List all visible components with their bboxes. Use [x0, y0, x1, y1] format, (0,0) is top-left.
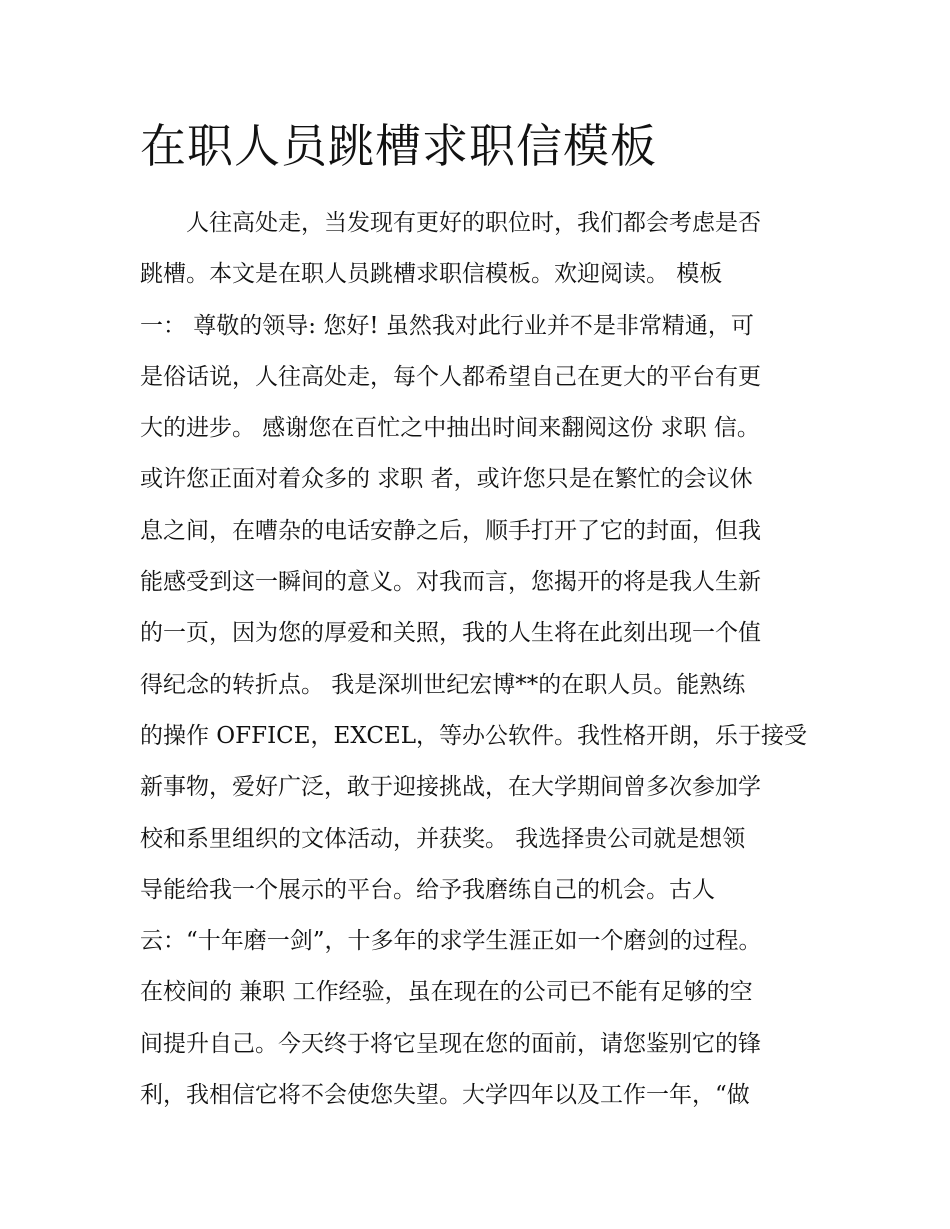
- body-line: 是俗话说，人往高处走，每个人都希望自己在更大的平台有更: [140, 363, 761, 390]
- body-line: 在校间的 兼职 工作经验，虽在现在的公司已不能有足够的空: [140, 979, 753, 1006]
- body-line: 的一页，因为您的厚爱和关照，我的人生将在此刻出现一个值: [140, 620, 761, 647]
- body-line: 利，我相信它将不会使您失望。大学四年以及工作一年，“做: [140, 1082, 750, 1109]
- body-line: 云：“十年磨一剑”，十多年的求学生涯正如一个磨剑的过程。: [140, 928, 762, 955]
- body-line: 间提升自己。今天终于将它呈现在您的面前，请您鉴别它的锋: [140, 1030, 761, 1057]
- body-line: 新事物，爱好广泛，敢于迎接挑战，在大学期间曾多次参加学: [140, 774, 761, 801]
- body-line: 息之间，在嘈杂的电话安静之后，顺手打开了它的封面，但我: [140, 517, 761, 544]
- body-line: 导能给我一个展示的平台。给予我磨练自己的机会。古人: [140, 876, 715, 903]
- document-body: [140, 198, 820, 1121]
- body-line: 或许您正面对着众多的 求职 者，或许您只是在繁忙的会议休: [140, 466, 753, 493]
- body-line: 大的进步。 感谢您在百忙之中抽出时间来翻阅这份 求职 信。: [140, 415, 760, 442]
- body-line: 的操作 OFFICE，EXCEL，等办公软件。我性格开朗，乐于接受: [140, 722, 807, 749]
- body-line: 校和系里组织的文体活动，并获奖。 我选择贵公司就是想领: [140, 825, 746, 852]
- body-line: 人往高处走，当发现有更好的职位时，我们都会考虑是否: [186, 210, 761, 236]
- body-line: 跳槽。本文是在职人员跳槽求职信模板。欢迎阅读。 模板: [140, 261, 723, 288]
- body-line: 得纪念的转折点。 我是深圳世纪宏博**的在职人员。能熟练: [140, 671, 746, 698]
- body-line: 能感受到这一瞬间的意义。对我而言，您揭开的将是我人生新: [140, 569, 761, 596]
- body-line: 一： 尊敬的领导: 您好! 虽然我对此行业并不是非常精通，可: [140, 312, 754, 339]
- document-title: 在职人员跳槽求职信模板: [140, 119, 657, 173]
